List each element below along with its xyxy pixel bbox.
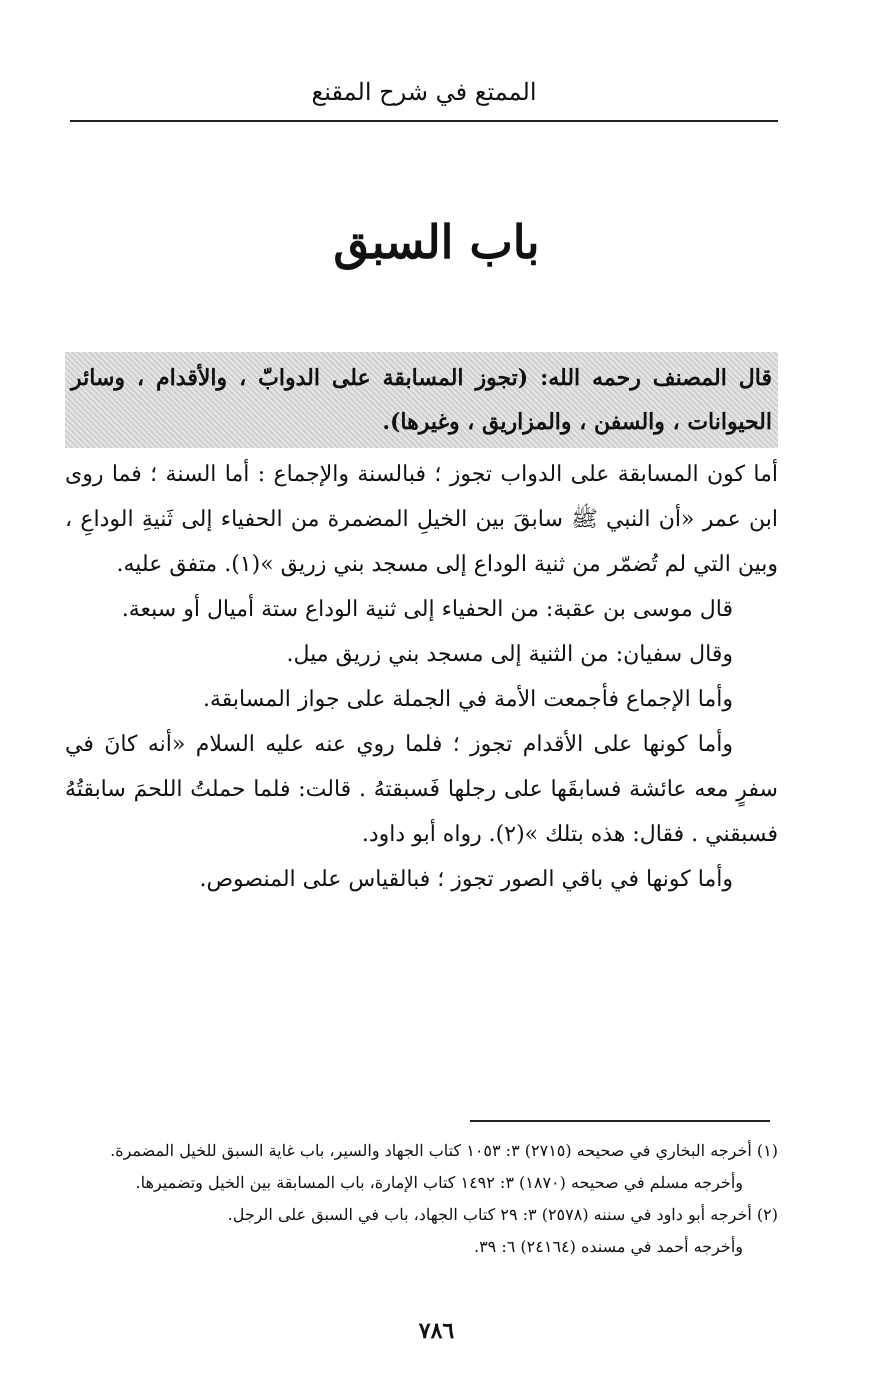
paragraph: قال موسى بن عقبة: من الحفياء إلى ثنية الوداع ستة أميال أو سبعة. [121, 597, 733, 622]
body-text [65, 452, 778, 902]
paragraph: وأما كونها في باقي الصور تجوز ؛ فبالقياس على المنصوص. [199, 867, 733, 892]
footnote: وأخرجه أحمد في مسنده (٢٤١٦٤) ٦: ٣٩. [473, 1237, 743, 1256]
paragraph: أما كون المسابقة على الدواب تجوز ؛ فبالسنة والإجماع : أما السنة ؛ فما روى ابن عمر «أن النبي ﷺ سابقَ بين الخيلِ المضمرة من الحفياء إلى ثَنيةِ الوداعِ ، وبين التي لم تُضمّر من ثنية الوداع إلى مسجد بني زريق »(١). متفق عليه. [65, 462, 778, 577]
footnote: وأخرجه مسلم في صحيحه (١٨٧٠) ٣: ١٤٩٢ كتاب الإمارة، باب المسابقة بين الخيل وتضميرها. [135, 1173, 743, 1192]
paragraph: وأما كونها على الأقدام تجوز ؛ فلما روي عنه عليه السلام «أنه كانَ في سفرٍ معه عائشة فسابقَها على رجلها فَسبقتهُ . قالت: فلما حملتُ اللحمَ سابقتُهُ فسبقني . فقال: هذه بتلك »(٢). رواه أبو داود. [65, 732, 778, 847]
paragraph: وقال سفيان: من الثنية إلى مسجد بني زريق ميل. [286, 642, 733, 667]
footnotes [70, 1135, 778, 1263]
author-quote-highlight: قال المصنف رحمه الله: (تجوز المسابقة على الدوابّ ، والأقدام ، وسائر الحيوانات ، والسفن ، والمزاريق ، وغيرها). [65, 352, 778, 448]
running-header: الممتع في شرح المقنع [311, 78, 537, 106]
footnote: (٢) أخرجه أبو داود في سننه (٢٥٧٨) ٣: ٢٩ كتاب الجهاد، باب في السبق على الرجل. [227, 1205, 778, 1224]
footnote: (١) أخرجه البخاري في صحيحه (٢٧١٥) ٣: ١٠٥٣ كتاب الجهاد والسير، باب غاية السبق للخيل المضمرة. [110, 1141, 778, 1160]
header-divider [70, 120, 778, 122]
footnote-divider [470, 1120, 770, 1122]
page-number: ٧٨٦ [418, 1318, 455, 1344]
chapter-title: باب السبق [333, 215, 540, 269]
paragraph: وأما الإجماع فأجمعت الأمة في الجملة على جواز المسابقة. [203, 687, 733, 712]
